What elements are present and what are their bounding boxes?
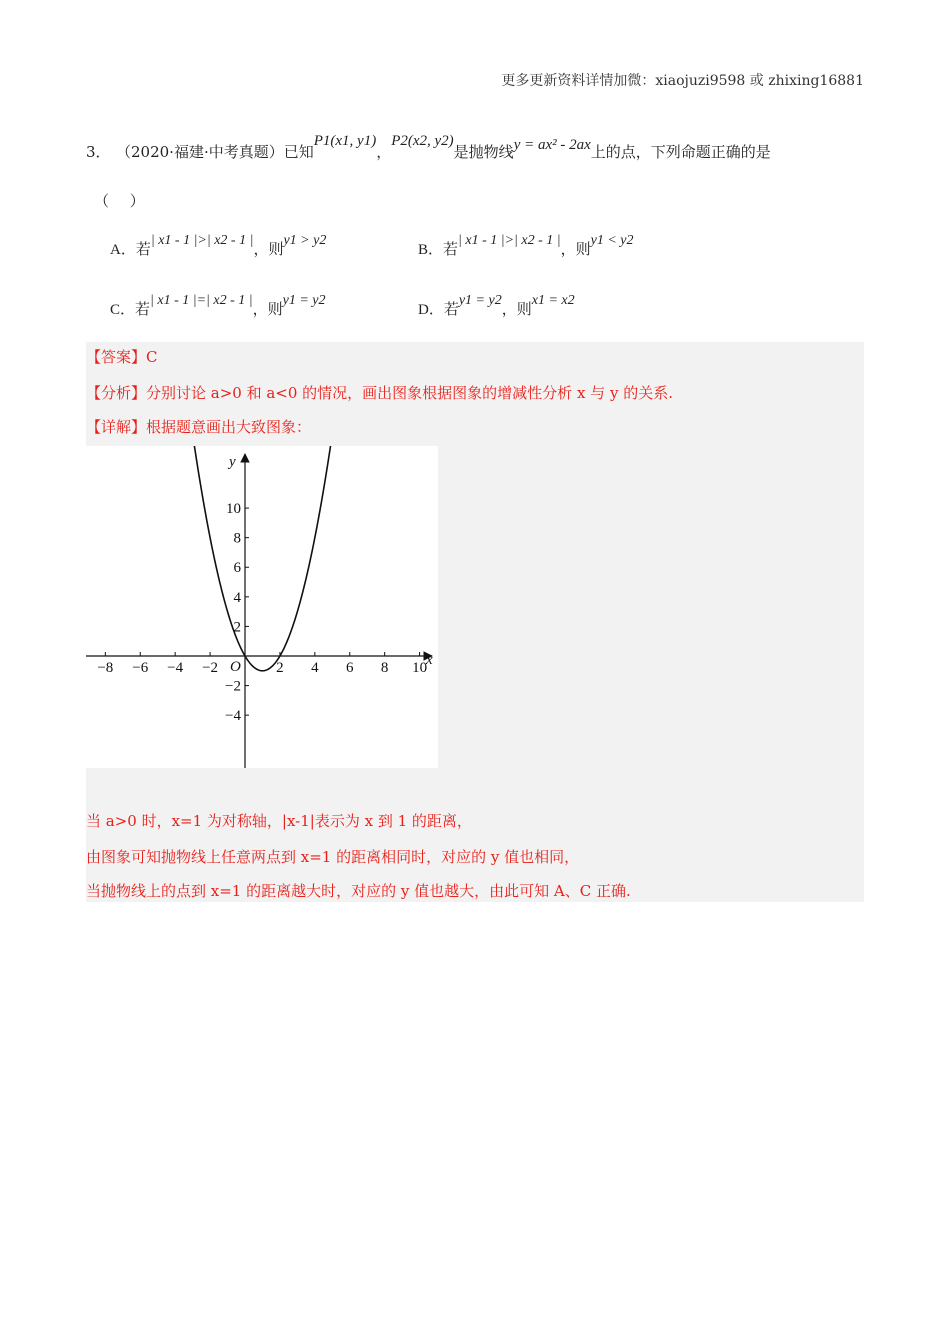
option-d-then: ，则 [501,300,532,318]
option-c-condition: | x1 - 1 |=| x2 - 1 | [150,293,253,308]
tick-marks [97,501,427,724]
question-mid: 是抛物线 [453,143,514,161]
x-tick-label: −8 [97,660,114,676]
question-source: （2020·福建·中考真题）已知 [116,143,314,161]
x-tick-label: −2 [202,660,219,676]
option-a [110,233,327,259]
y-tick-label: −4 [225,708,241,725]
y-tick-label: 4 [233,589,241,606]
option-c-result: y1 = y2 [282,293,326,308]
point-p1: P1(x1, y1) [313,133,377,149]
x-tick-label: 4 [311,660,319,676]
question-tail: 上的点，下列命题正确的是 [590,143,771,161]
option-d [418,293,575,319]
option-b-condition: | x1 - 1 |>| x2 - 1 | [458,233,561,248]
option-c [110,293,326,319]
x-tick-label: −6 [132,660,149,676]
option-b-then: ，则 [560,240,591,258]
option-a-then: ，则 [253,240,284,258]
option-c-label: C．若 [110,302,151,318]
x-axis-label: x [426,652,433,668]
analysis-line: 【分析】分别讨论 a>0 和 a<0 的情况，画出图象根据图象的增减性分析 x 与 y 的关系. [86,384,673,402]
x-tick-label: 8 [380,660,389,676]
parabola-graph [86,446,438,768]
answer-line: 【答案】C [86,348,158,366]
point-p2: P2(x2, y2) [391,133,454,149]
curve-layer [179,446,347,671]
y-tick-label: 2 [233,619,241,636]
option-a-label: A．若 [110,242,151,258]
option-c-then: ，则 [252,300,283,318]
solution-panel [86,342,864,902]
x-tick-label: 6 [345,660,354,676]
option-d-result: x1 = x2 [531,293,575,308]
option-a-condition: | x1 - 1 |>| x2 - 1 | [150,233,254,248]
option-a-result: y1 > y2 [283,233,327,248]
question-number: 3． [86,143,111,161]
question-sep: ， [376,143,392,161]
parabola-curve [179,446,347,671]
x-tick-label: −4 [167,660,184,676]
y-tick-label: 8 [233,530,241,547]
option-b [418,233,634,259]
detail-line: 【详解】根据题意画出大致图象： [86,418,312,436]
axes [86,454,433,768]
y-axis-label: y [229,454,236,470]
y-tick-label: −2 [225,678,241,695]
header-contact-note: 更多更新资料详情加微：xiaojuzi9598 或 zhixing16881 [501,73,864,89]
option-d-condition: y1 = y2 [458,293,502,308]
y-tick-label: 10 [226,501,241,518]
x-tick-label: 2 [276,660,284,676]
parabola-graph-svg [86,446,438,768]
explanation-line-2: 由图象可知抛物线上任意两点到 x=1 的距离相同时，对应的 y 值也相同， [86,848,580,866]
answer-paren: （ ） [94,192,153,210]
explanation-line-1: 当 a>0 时，x=1 为对称轴，|x-1|表示为 x 到 1 的距离， [86,812,472,830]
origin-label: O [230,659,241,675]
x-tick-label: 10 [412,660,428,676]
y-tick-label: 6 [233,560,241,577]
option-b-result: y1 < y2 [590,233,634,248]
explanation-line-3: 当抛物线上的点到 x=1 的距离越大时，对应的 y 值也越大，由此可知 A、C 正确. [86,882,631,900]
option-b-label: B．若 [418,242,459,258]
parabola-equation: y = ax² - 2ax [513,137,591,153]
question-text [116,133,771,163]
option-d-label: D．若 [418,302,459,318]
